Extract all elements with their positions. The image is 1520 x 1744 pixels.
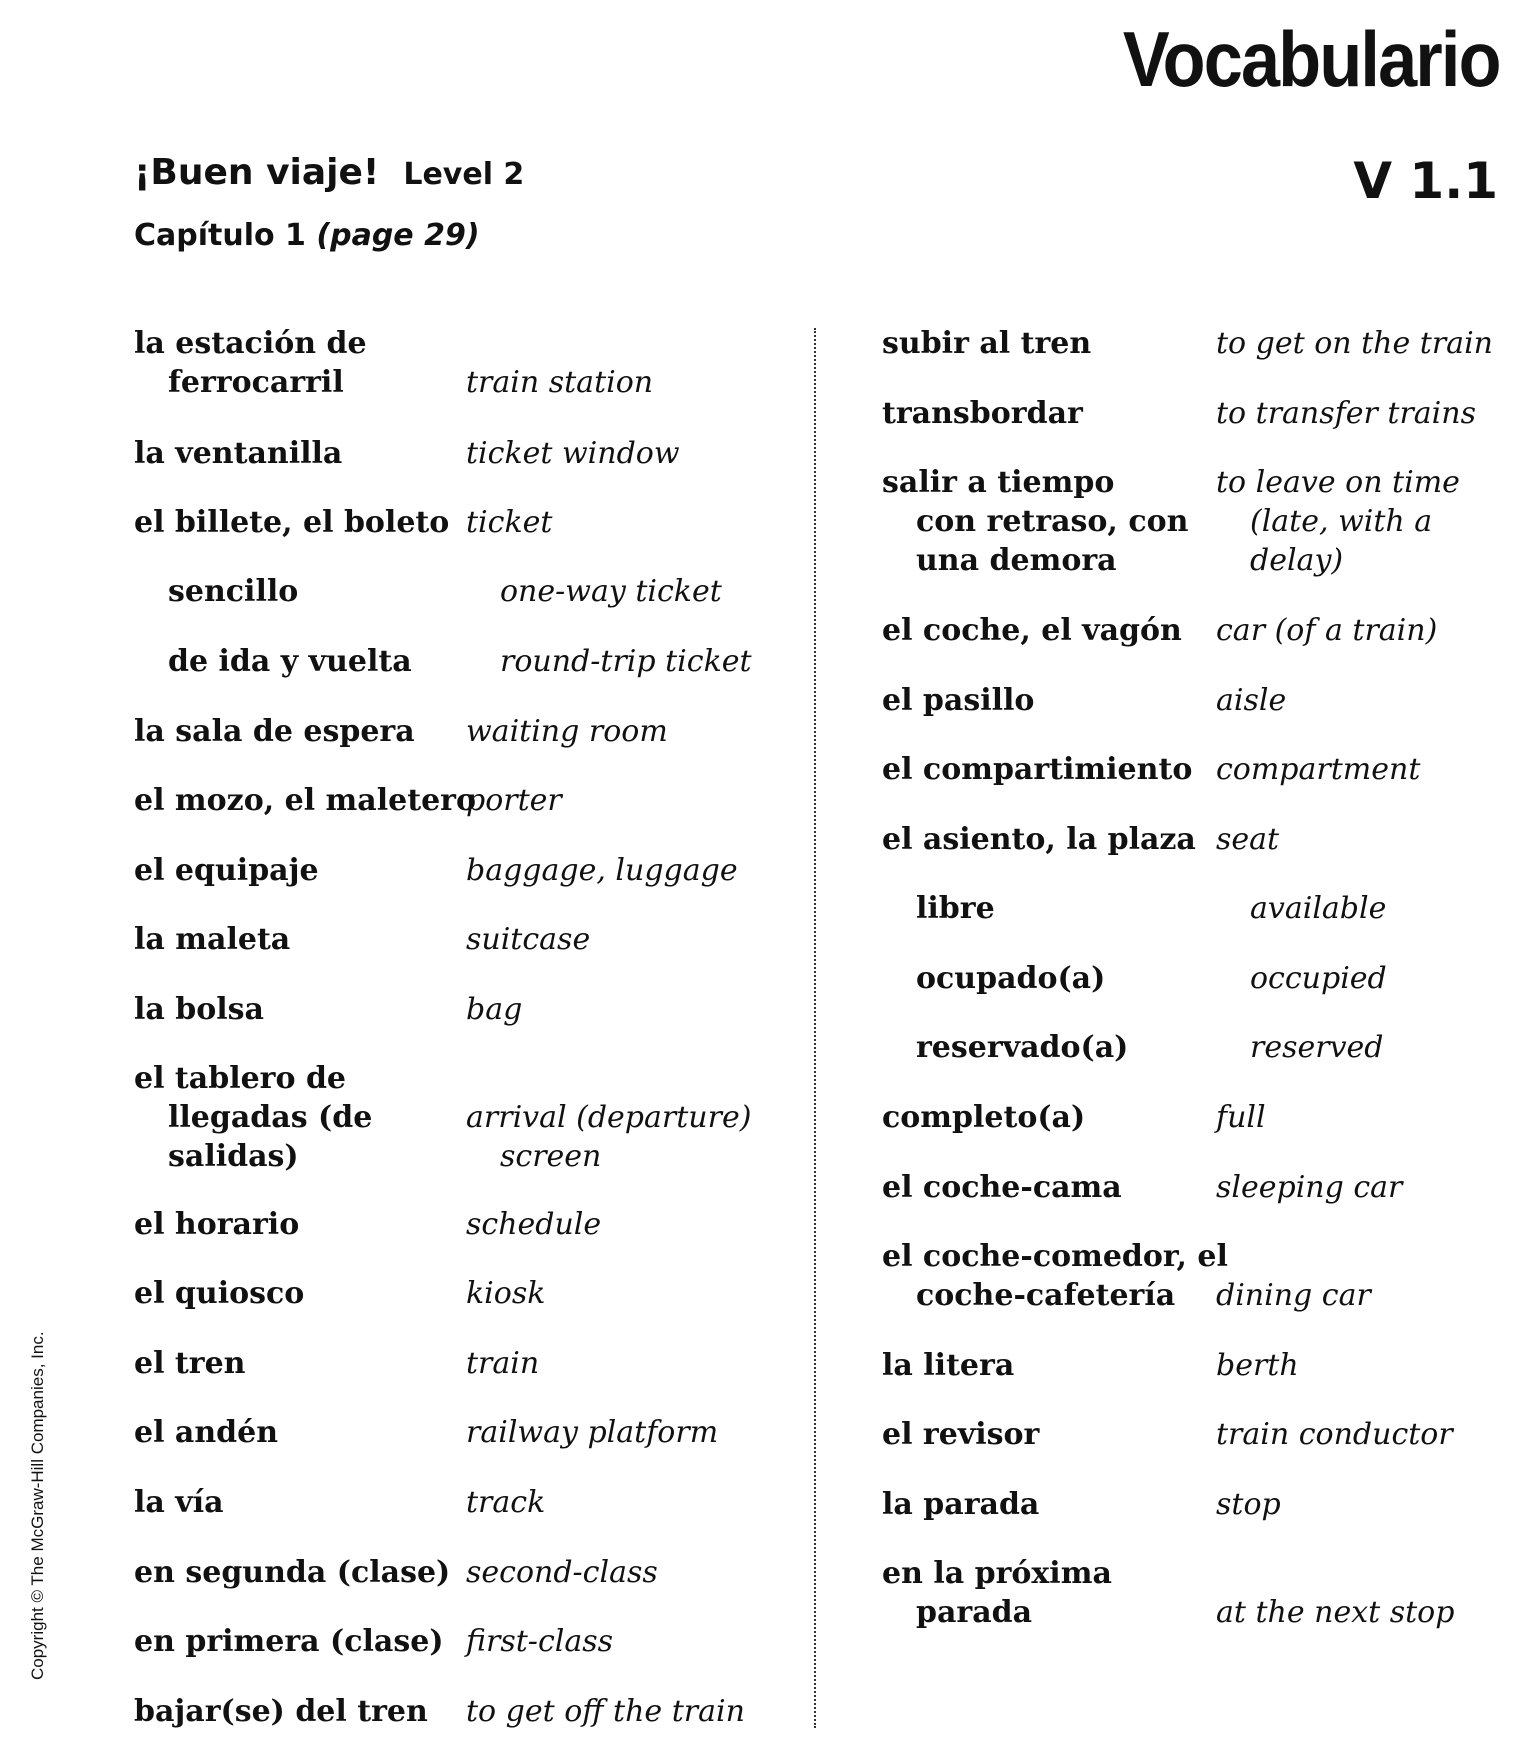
spanish-term: en la próxima: [882, 1556, 1112, 1591]
spanish-term: el compartimiento: [882, 752, 1193, 787]
spanish-term: el coche-cama: [882, 1170, 1122, 1205]
spanish-term: el coche, el vagón: [882, 613, 1182, 648]
english-translation: compartment: [1216, 752, 1421, 787]
chapter-heading: [134, 218, 480, 253]
english-translation: waiting room: [466, 714, 668, 749]
spanish-term: de ida y vuelta: [168, 644, 412, 679]
spanish-term: salidas): [168, 1139, 299, 1174]
english-translation: one-way ticket: [500, 574, 722, 609]
english-translation: seat: [1216, 822, 1280, 857]
english-translation: to leave on time: [1216, 465, 1460, 500]
english-translation: delay): [1250, 543, 1344, 578]
english-translation: (late, with a: [1250, 504, 1433, 539]
english-translation: at the next stop: [1216, 1595, 1455, 1630]
spanish-term: salir a tiempo: [882, 465, 1115, 500]
spanish-term: coche-cafetería: [916, 1278, 1176, 1313]
spanish-term: el equipaje: [134, 853, 319, 888]
spanish-term: la ventanilla: [134, 436, 343, 471]
english-translation: first-class: [466, 1624, 614, 1659]
spanish-term: el tren: [134, 1346, 246, 1381]
spanish-term: completo(a): [882, 1100, 1086, 1135]
spanish-term: la maleta: [134, 922, 291, 957]
english-translation: bag: [466, 992, 523, 1027]
english-translation: railway platform: [466, 1415, 719, 1450]
spanish-term: la sala de espera: [134, 714, 415, 749]
spanish-term: la estación de: [134, 326, 367, 361]
english-translation: full: [1216, 1100, 1266, 1135]
english-translation: screen: [500, 1139, 602, 1174]
spanish-term: el coche-comedor, el: [882, 1239, 1228, 1274]
spanish-term: transbordar: [882, 396, 1083, 431]
english-translation: kiosk: [466, 1276, 546, 1311]
copyright-notice: Copyright © The McGraw-Hill Companies, Inc.: [28, 1331, 47, 1680]
spanish-term: el tablero de: [134, 1061, 347, 1096]
book-level: Level 2: [403, 157, 525, 192]
english-translation: sleeping car: [1216, 1170, 1403, 1205]
english-translation: reserved: [1250, 1030, 1384, 1065]
chapter-page: (page 29): [316, 218, 480, 253]
page-title: Vocabulario: [1123, 15, 1500, 103]
spanish-term: el pasillo: [882, 683, 1035, 718]
spanish-term: libre: [916, 891, 995, 926]
english-translation: dining car: [1216, 1278, 1371, 1313]
english-translation: to transfer trains: [1216, 396, 1476, 431]
spanish-term: el billete, el boleto: [134, 505, 450, 540]
english-translation: arrival (departure): [466, 1100, 752, 1135]
english-translation: train conductor: [1216, 1417, 1453, 1452]
spanish-term: el quiosco: [134, 1276, 305, 1311]
spanish-term: en segunda (clase): [134, 1555, 451, 1590]
english-translation: second-class: [466, 1555, 658, 1590]
spanish-term: ferrocarril: [168, 365, 344, 400]
chapter-name: Capítulo 1: [134, 218, 306, 253]
spanish-term: el mozo, el maletero: [134, 783, 476, 818]
spanish-term: subir al tren: [882, 326, 1092, 361]
english-translation: schedule: [466, 1207, 602, 1242]
spanish-term: la bolsa: [134, 992, 264, 1027]
spanish-term: la litera: [882, 1348, 1015, 1383]
english-translation: porter: [466, 783, 562, 818]
english-translation: available: [1250, 891, 1387, 926]
spanish-term: ocupado(a): [916, 961, 1106, 996]
spanish-term: en primera (clase): [134, 1624, 444, 1659]
english-translation: aisle: [1216, 683, 1287, 718]
spanish-term: el revisor: [882, 1417, 1040, 1452]
spanish-term: reservado(a): [916, 1030, 1129, 1065]
spanish-term: llegadas (de: [168, 1100, 373, 1135]
spanish-term: el andén: [134, 1415, 279, 1450]
english-translation: to get off the train: [466, 1694, 745, 1729]
book-name: ¡Buen viaje!: [134, 152, 380, 193]
column-divider: [814, 328, 816, 1728]
book-title: [134, 152, 524, 193]
english-translation: berth: [1216, 1348, 1299, 1383]
worksheet-code: V 1.1: [1353, 152, 1498, 210]
spanish-term: parada: [916, 1595, 1033, 1630]
english-translation: train: [466, 1346, 540, 1381]
spanish-term: la parada: [882, 1487, 1040, 1522]
english-translation: car (of a train): [1216, 613, 1438, 648]
spanish-term: el horario: [134, 1207, 300, 1242]
english-translation: track: [466, 1485, 546, 1520]
english-translation: suitcase: [466, 922, 591, 957]
english-translation: stop: [1216, 1487, 1281, 1522]
english-translation: train station: [466, 365, 654, 400]
english-translation: round-trip ticket: [500, 644, 752, 679]
english-translation: occupied: [1250, 961, 1387, 996]
spanish-term: el asiento, la plaza: [882, 822, 1196, 857]
spanish-term: sencillo: [168, 574, 299, 609]
english-translation: ticket window: [466, 436, 680, 471]
spanish-term: una demora: [916, 543, 1117, 578]
english-translation: to get on the train: [1216, 326, 1493, 361]
english-translation: ticket: [466, 505, 553, 540]
english-translation: baggage, luggage: [466, 853, 738, 888]
spanish-term: con retraso, con: [916, 504, 1189, 539]
spanish-term: la vía: [134, 1485, 224, 1520]
spanish-term: bajar(se) del tren: [134, 1694, 428, 1729]
